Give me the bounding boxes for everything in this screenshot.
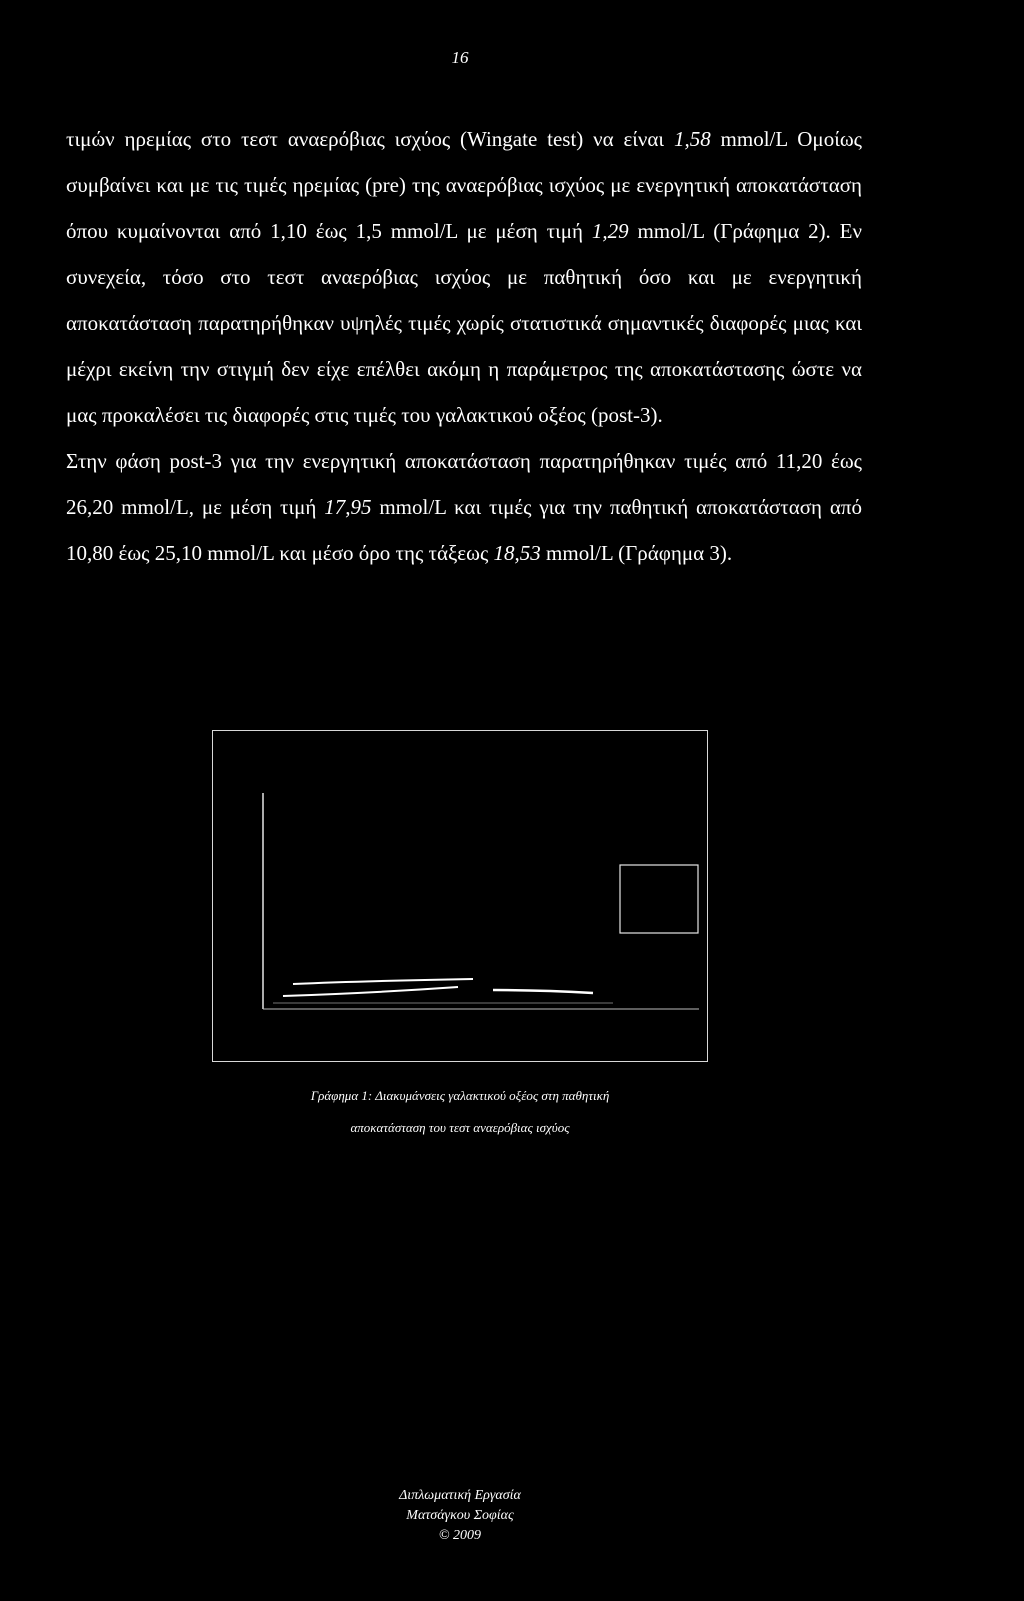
figure-caption xyxy=(0,1080,920,1144)
paragraph-2-text-a: Στην φάση post-3 για την ενεργητική αποκατάσταση παρατηρήθηκαν τιμές από 11,20 έως 26,20 mmol/L, με μέση τιμή xyxy=(66,449,862,519)
paragraph-1-text-a: τιμών ηρεμίας στο τεστ αναερόβιας ισχύος (Wingate test) να είναι xyxy=(66,127,674,151)
figure-caption-line-2: αποκατάσταση του τεστ αναερόβιας ισχύος xyxy=(350,1120,570,1135)
paragraph-2-value-mean-passive: 18,53 xyxy=(493,541,541,565)
page-footer xyxy=(0,1486,920,1546)
footer-line-2: Ματσάγκου Σοφίας xyxy=(406,1508,514,1523)
figure-caption-line-1: Γράφημα 1: Διακυμάνσεις γαλακτικού οξέος στη παθητική xyxy=(310,1088,610,1103)
paragraph-2 xyxy=(66,438,862,576)
figure-graphic xyxy=(213,731,709,1063)
paragraph-2-text-b: mmol/L και τιμές για την παθητική αποκατάσταση από 10,80 έως 25,10 mmol/L και μέσο όρο της τάξεως xyxy=(66,495,863,565)
paragraph-1-text-b: mmol/L Ομοίως συμβαίνει και με τις τιμές ηρεμίας (pre) της αναερόβιας ισχύος με ενεργητική αποκατάσταση όπου κυμαίνονται από 1,10 έως 1,5 mmol/L με μέση τιμή xyxy=(66,127,862,243)
paragraph-1 xyxy=(66,116,862,438)
body-text xyxy=(66,116,862,576)
footer-line-1: Διπλωματική Εργασία xyxy=(399,1488,521,1503)
figure-series-line-1 xyxy=(293,979,473,984)
page-number: 16 xyxy=(451,48,469,67)
paragraph-1-text-c: mmol/L (Γράφημα 2). Εν συνεχεία, τόσο στο τεστ αναερόβιας ισχύος με παθητική όσο και με ενεργητική αποκατάσταση παρατηρήθηκαν υψηλές τιμές χωρίς στατιστικά σημαντικές διαφορές μιας και μέχρι εκείνη την στιγμή δεν είχε επέλθει ακόμη η παράμετρος της αποκατάστασης ώστε να μας προκαλέσει τις διαφορές στις τιμές του γαλακτικού οξέος (post-3). xyxy=(66,219,862,427)
footer-line-3: © 2009 xyxy=(438,1528,482,1543)
figure-series-line-2 xyxy=(283,987,458,996)
figure-frame xyxy=(212,730,708,1062)
figure-legend-box xyxy=(620,865,698,933)
paragraph-2-text-c: mmol/L (Γράφημα 3). xyxy=(540,541,733,565)
paragraph-2-value-mean-active: 17,95 xyxy=(324,495,372,519)
paragraph-1-value-rest-active: 1,29 xyxy=(591,219,629,243)
paragraph-1-value-rest-passive: 1,58 xyxy=(673,127,711,151)
figure-series-line-3 xyxy=(493,990,593,993)
